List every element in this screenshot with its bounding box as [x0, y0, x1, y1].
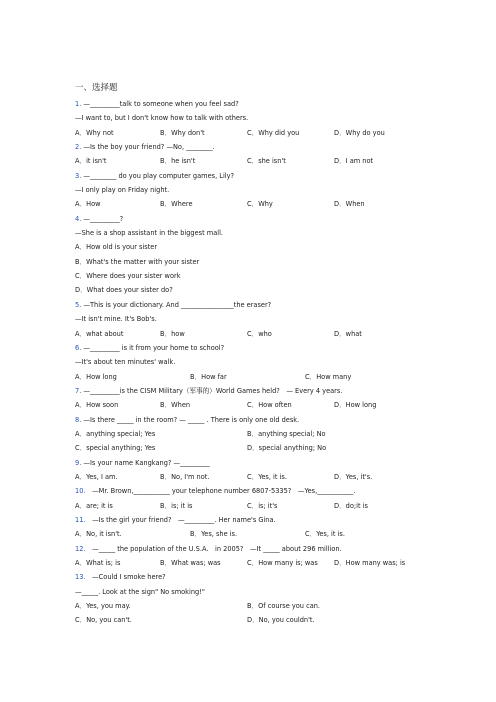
- question-text: —________ do you play computer games, Lily?: [81, 171, 235, 180]
- options-row: [75, 427, 420, 441]
- answer-option[interactable]: A．Yes, you may.: [75, 602, 131, 611]
- question-text: —_________?: [81, 214, 124, 223]
- options-row: [75, 197, 420, 211]
- question-number: 7.: [75, 386, 82, 395]
- answer-option[interactable]: C．No, you can't.: [75, 616, 132, 625]
- answer-option[interactable]: B．Of course you can.: [247, 602, 321, 611]
- answer-option[interactable]: B．anything special; No: [247, 429, 326, 438]
- options-row: [75, 154, 420, 168]
- answer-option[interactable]: C．Why: [247, 200, 273, 209]
- question-text: —_________is the CISM Military（军事的）World Games held? — Every 4 years.: [81, 386, 343, 395]
- answer-option[interactable]: D．How many was; is: [334, 559, 406, 567]
- answer-option[interactable]: D．special anything; No: [247, 444, 327, 453]
- question-text: —Is your name Kangkang? —_________: [81, 458, 210, 467]
- text-line: —She is a shop assistant in the biggest mall.: [75, 229, 224, 238]
- question-stem: [75, 384, 420, 398]
- text-line: —It's about ten minutes' walk.: [75, 358, 176, 367]
- answer-option[interactable]: D．I am not: [334, 157, 374, 166]
- question-stem: [75, 298, 420, 312]
- answer-option[interactable]: A．anything special; Yes: [75, 429, 156, 438]
- options-row: [75, 527, 420, 541]
- answer-option[interactable]: B．is; it is: [160, 501, 193, 510]
- answer-option[interactable]: A．No, it isn't.: [75, 530, 122, 539]
- answer-option[interactable]: B．What was; was: [160, 559, 221, 567]
- question-stem: [75, 513, 420, 527]
- answer-option[interactable]: B．he isn't: [160, 157, 196, 166]
- text-line: B．What's the matter with your sister: [75, 257, 200, 266]
- answer-option[interactable]: A．What is; is: [75, 559, 121, 567]
- answer-option[interactable]: A．Yes, I am.: [75, 472, 118, 481]
- answer-option[interactable]: C．Why did you: [247, 128, 300, 137]
- section-title: 一、选择题: [75, 83, 118, 93]
- text-line: D．What does your sister do?: [75, 286, 173, 295]
- question-text: —This is your dictionary. And ________________the eraser?: [81, 300, 272, 309]
- question-stem: [75, 169, 420, 183]
- answer-option[interactable]: A．How long: [75, 372, 117, 381]
- options-row: [75, 556, 420, 570]
- question-number: 11.: [75, 515, 86, 524]
- answer-option[interactable]: B．how: [160, 329, 185, 338]
- answer-option[interactable]: D．what: [334, 329, 362, 338]
- answer-option[interactable]: A．How soon: [75, 401, 119, 410]
- answer-option[interactable]: C．Yes, it is.: [305, 530, 345, 539]
- question-stem: [75, 484, 420, 498]
- question-text: —Could I smoke here?: [85, 573, 166, 582]
- answer-option[interactable]: C．Yes, it is.: [247, 472, 287, 481]
- question-number: 2.: [75, 143, 82, 152]
- text-line: —It isn't mine. It's Bob's.: [75, 315, 157, 324]
- answer-option[interactable]: C．How many is; was: [247, 559, 318, 567]
- text-line: —_____. Look at the sign" No smoking!": [75, 587, 205, 596]
- question-number: 9.: [75, 458, 82, 467]
- question-stem: [75, 456, 420, 470]
- question-text: —Is the boy your friend? —No, ________.: [81, 143, 215, 152]
- question-number: 13.: [75, 573, 86, 582]
- options-row: [75, 499, 420, 513]
- question-number: 6.: [75, 343, 82, 352]
- answer-option[interactable]: C．she isn't: [247, 157, 286, 166]
- answer-option[interactable]: B．Yes, she is.: [190, 530, 238, 539]
- question-number: 1.: [75, 100, 82, 108]
- answer-option[interactable]: B．Where: [160, 200, 193, 209]
- answer-option[interactable]: D．No, you couldn't.: [247, 616, 315, 625]
- question-stem: [75, 140, 420, 154]
- question-stem: [75, 413, 420, 427]
- answer-option[interactable]: D．Why do you: [334, 128, 385, 137]
- question-text: —Is there _____ in the room? — _____ . There is only one old desk.: [81, 415, 300, 424]
- question-number: 8.: [75, 415, 82, 424]
- answer-option[interactable]: B．When: [160, 401, 191, 410]
- options-row: [75, 599, 420, 613]
- question-text: —Is the girl your friend? —_________. Her name's Gina.: [85, 515, 276, 524]
- options-row: [75, 470, 420, 484]
- answer-option[interactable]: A．it isn't: [75, 157, 107, 166]
- question-text: —Mr. Brown,___________ your telephone number 6807-5335? —Yes,___________.: [85, 487, 356, 496]
- answer-option[interactable]: A．Why not: [75, 128, 114, 137]
- answer-option[interactable]: C．who: [247, 329, 272, 338]
- question-stem: [75, 97, 420, 111]
- options-row: [75, 441, 420, 455]
- text-line: —I only play on Friday night.: [75, 186, 170, 195]
- text-line: —I want to, but I don't know how to talk with others.: [75, 114, 249, 123]
- options-row: [75, 126, 420, 140]
- answer-option[interactable]: D．When: [334, 200, 365, 209]
- options-row: [75, 370, 420, 384]
- text-line: C．Where does your sister work: [75, 272, 181, 281]
- options-row: [75, 327, 420, 341]
- answer-option[interactable]: C．is; it's: [247, 501, 278, 510]
- question-text: —_________talk to someone when you feel sad?: [81, 100, 239, 108]
- question-stem: [75, 570, 420, 584]
- question-number: 10.: [75, 487, 86, 496]
- answer-option[interactable]: D．do;it is: [334, 501, 368, 510]
- question-number: 5.: [75, 300, 82, 309]
- answer-option[interactable]: B．No, I'm not.: [160, 472, 210, 481]
- answer-option[interactable]: B．How far: [190, 372, 227, 381]
- question-stem: [75, 341, 420, 355]
- question-number: 4.: [75, 214, 82, 223]
- question-number: 3.: [75, 171, 82, 180]
- answer-option[interactable]: D．Yes, it's.: [334, 472, 373, 481]
- answer-option[interactable]: A．what about: [75, 329, 124, 338]
- text-line: A．How old is your sister: [75, 243, 158, 252]
- answer-option[interactable]: C．How many: [305, 372, 352, 381]
- question-stem: [75, 542, 420, 556]
- answer-option[interactable]: A．are; it is: [75, 501, 113, 510]
- question-stem: [75, 212, 420, 226]
- answer-option[interactable]: C．How often: [247, 401, 292, 410]
- options-row: [75, 398, 420, 412]
- question-text: —_____ the population of the U.S.A. in 2005? —It _____ about 296 million.: [85, 544, 342, 553]
- items-container: [75, 97, 420, 628]
- answer-option[interactable]: A．How: [75, 200, 101, 209]
- answer-option[interactable]: D．How long: [334, 401, 377, 410]
- question-text: —_________ is it from your home to school?: [81, 343, 225, 352]
- question-list: [75, 83, 420, 628]
- answer-option[interactable]: B．Why don't: [160, 128, 205, 137]
- question-number: 12.: [75, 544, 86, 553]
- options-row: [75, 613, 420, 627]
- answer-option[interactable]: C．special anything; Yes: [75, 444, 156, 453]
